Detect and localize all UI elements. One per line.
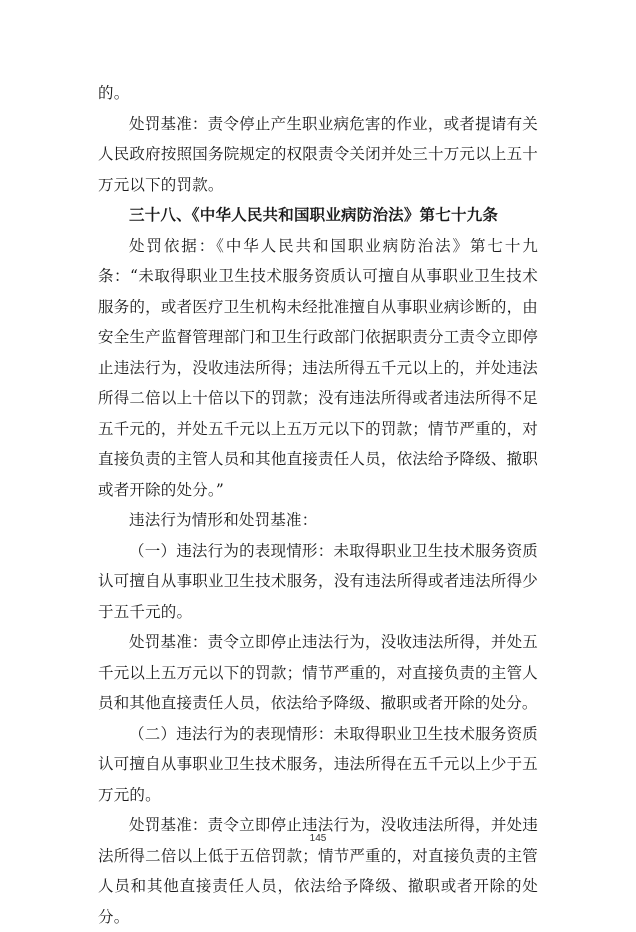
paragraph-penalty-standard-1: 处罚基准：责令立即停止违法行为，没收违法所得，并处五千元以上五万元以下的罚款；情节严重的，对直接负责的主管人员和其他直接责任人员，依法给予降级、撤职或者开除的处分。	[98, 633, 538, 712]
paragraph-penalty-basis: 处罚依据：《中华人民共和国职业病防治法》第七十九条：“未取得职业卫生技术服务资质认可擅自从事职业卫生技术服务的，或者医疗卫生机构未经批准擅自从事职业病诊断的，由安全生产监督管理部门和卫生行政部门依据职责分工责令立即停止违法行为，没收违法所得；违法所得五千元以上的，并处违法所得二倍以上十倍以下的罚款；没有违法所得或者违法所得不足五千元的，并处五千元以上五万元以下的罚款；情节严重的，对直接负责的主管人员和其他直接责任人员，依法给予降级、撤职或者开除的处分。”	[98, 236, 538, 499]
section-heading: 三十八、《中华人民共和国职业病防治法》第七十九条	[129, 206, 499, 224]
paragraph-continuation: 的。	[98, 84, 130, 102]
document-body	[98, 78, 538, 932]
paragraph-situation-1: （一）违法行为的表现情形：未取得职业卫生技术服务资质认可擅自从事职业卫生技术服务，没有违法所得或者违法所得少于五千元的。	[98, 541, 538, 621]
paragraph-penalty-standard-2: 处罚基准：责令立即停止违法行为，没收违法所得，并处违法所得二倍以上低于五倍罚款；情节严重的，对直接负责的主管人员和其他直接责任人员，依法给予降级、撤职或者开除的处分。	[98, 816, 538, 926]
paragraph-penalty-standard: 处罚基准：责令停止产生职业病危害的作业，或者提请有关人民政府按照国务院规定的权限责令关闭并处三十万元以上五十万元以下的罚款。	[98, 114, 538, 194]
page-number: 145	[309, 833, 327, 844]
paragraph-situations-intro: 违法行为情形和处罚基准：	[129, 511, 318, 529]
paragraph-situation-2: （二）违法行为的表现情形：未取得职业卫生技术服务资质认可擅自从事职业卫生技术服务，违法所得在五千元以上少于五万元的。	[98, 724, 538, 804]
